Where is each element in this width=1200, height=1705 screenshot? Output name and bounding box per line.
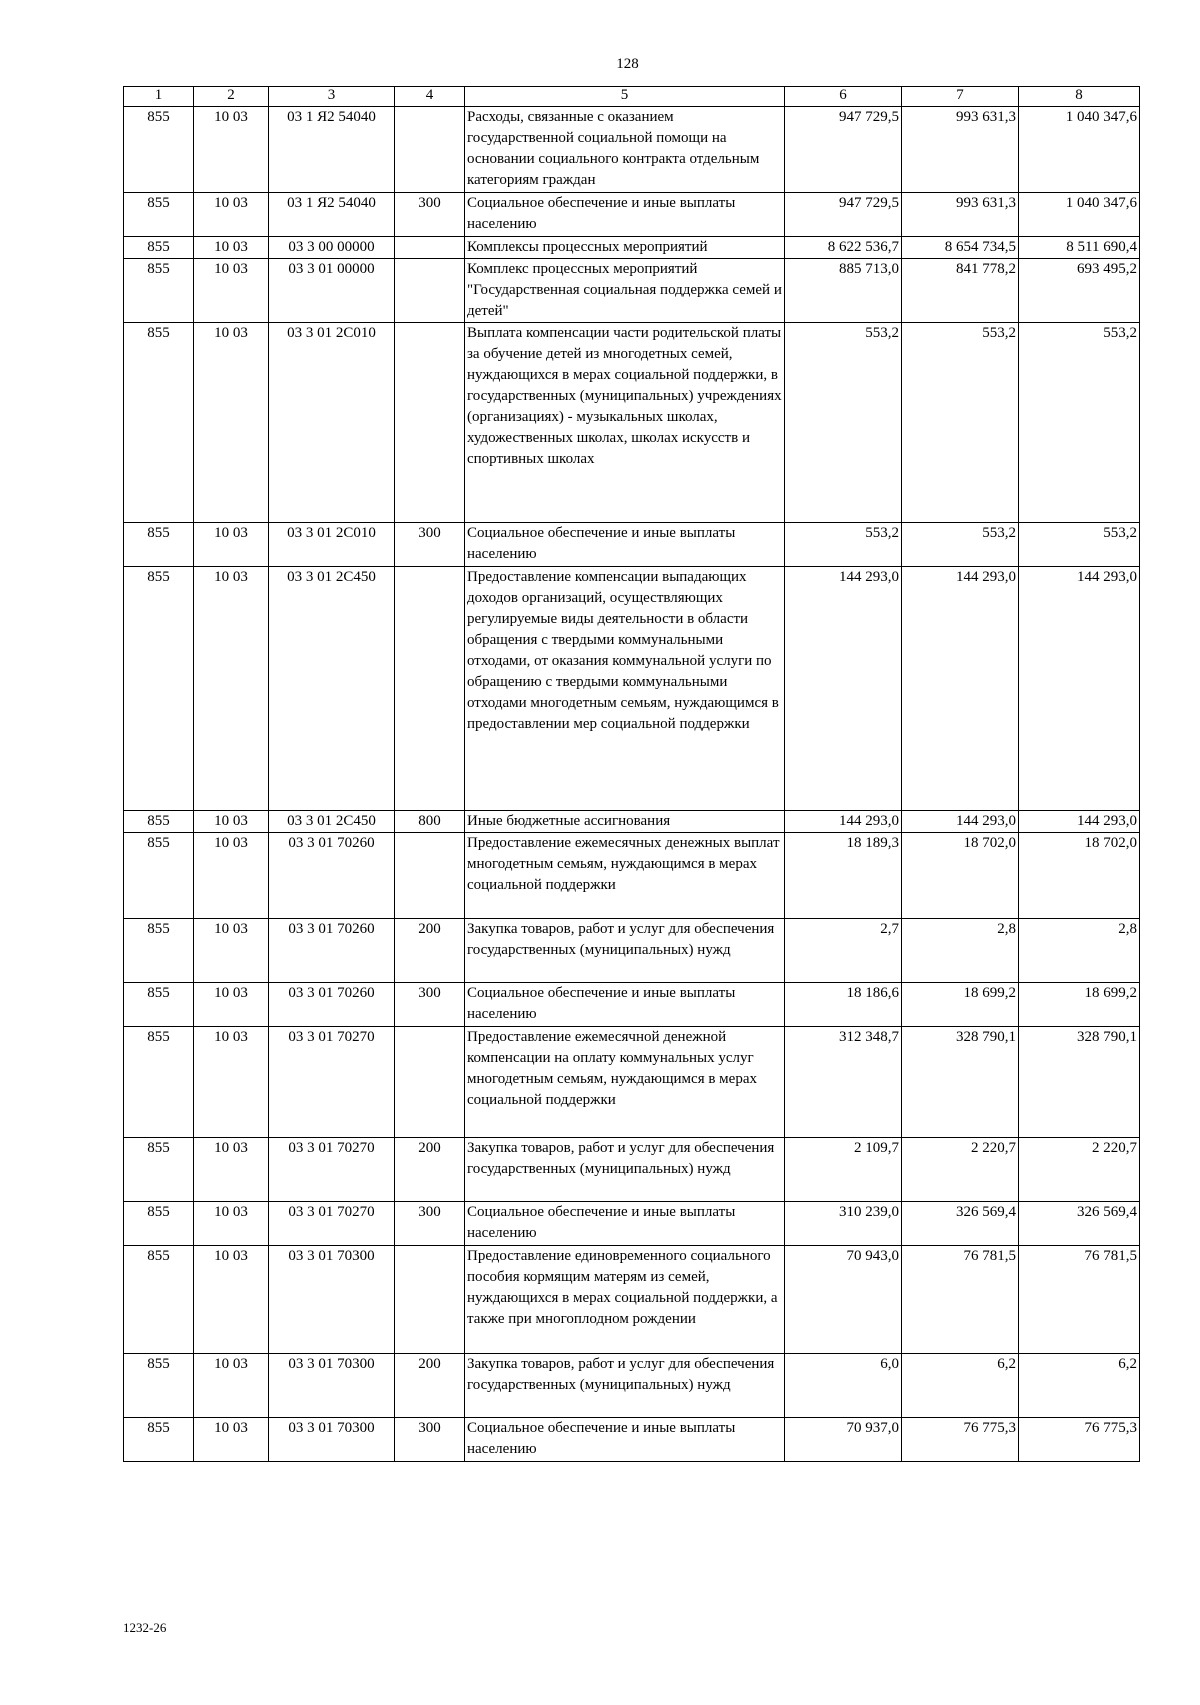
column-header: 7 — [902, 87, 1019, 107]
section-code-cell: 10 03 — [194, 1138, 269, 1202]
column-header: 2 — [194, 87, 269, 107]
amount-year3-cell: 144 293,0 — [1019, 811, 1140, 833]
amount-year1-cell: 2,7 — [785, 919, 902, 983]
column-header: 6 — [785, 87, 902, 107]
item-name-cell: Предоставление ежемесячных денежных выплат многодетным семьям, нуждающимся в мерах социальной поддержки — [465, 833, 785, 919]
ministry-code-cell: 855 — [124, 1202, 194, 1246]
amount-year1-cell: 310 239,0 — [785, 1202, 902, 1246]
target-article-cell: 03 3 01 70300 — [269, 1246, 395, 1354]
ministry-code-cell: 855 — [124, 983, 194, 1027]
table-row — [124, 523, 1140, 567]
column-header: 1 — [124, 87, 194, 107]
ministry-code-cell: 855 — [124, 811, 194, 833]
section-code-cell: 10 03 — [194, 323, 269, 523]
item-name-cell: Закупка товаров, работ и услуг для обеспечения государственных (муниципальных) нужд — [465, 1138, 785, 1202]
column-header: 4 — [395, 87, 465, 107]
expense-type-cell: 200 — [395, 1138, 465, 1202]
amount-year3-cell: 18 699,2 — [1019, 983, 1140, 1027]
budget-table — [123, 86, 1140, 1462]
ministry-code-cell: 855 — [124, 323, 194, 523]
item-name-cell: Расходы, связанные с оказанием государственной социальной помощи на основании социального контракта отдельным категориям граждан — [465, 107, 785, 193]
section-code-cell: 10 03 — [194, 1418, 269, 1462]
amount-year3-cell: 2 220,7 — [1019, 1138, 1140, 1202]
amount-year1-cell: 18 186,6 — [785, 983, 902, 1027]
amount-year2-cell: 328 790,1 — [902, 1027, 1019, 1138]
section-code-cell: 10 03 — [194, 193, 269, 237]
amount-year1-cell: 312 348,7 — [785, 1027, 902, 1138]
amount-year2-cell: 76 775,3 — [902, 1418, 1019, 1462]
amount-year1-cell: 18 189,3 — [785, 833, 902, 919]
table-row — [124, 983, 1140, 1027]
section-code-cell: 10 03 — [194, 523, 269, 567]
table-row — [124, 237, 1140, 259]
amount-year1-cell: 947 729,5 — [785, 107, 902, 193]
section-code-cell: 10 03 — [194, 1202, 269, 1246]
table-row — [124, 811, 1140, 833]
item-name-cell: Социальное обеспечение и иные выплаты населению — [465, 193, 785, 237]
table-row — [124, 567, 1140, 811]
amount-year2-cell: 553,2 — [902, 323, 1019, 523]
table-row — [124, 1354, 1140, 1418]
amount-year3-cell: 1 040 347,6 — [1019, 107, 1140, 193]
expense-type-cell — [395, 237, 465, 259]
item-name-cell: Социальное обеспечение и иные выплаты населению — [465, 983, 785, 1027]
amount-year3-cell: 18 702,0 — [1019, 833, 1140, 919]
table-row — [124, 1418, 1140, 1462]
section-code-cell: 10 03 — [194, 1246, 269, 1354]
table-row — [124, 193, 1140, 237]
table-row — [124, 323, 1140, 523]
expense-type-cell — [395, 323, 465, 523]
amount-year2-cell: 841 778,2 — [902, 259, 1019, 323]
column-header: 8 — [1019, 87, 1140, 107]
item-name-cell: Предоставление ежемесячной денежной компенсации на оплату коммунальных услуг многодетным семьям, нуждающимся в мерах социальной поддержки — [465, 1027, 785, 1138]
amount-year3-cell: 2,8 — [1019, 919, 1140, 983]
section-code-cell: 10 03 — [194, 811, 269, 833]
target-article-cell: 03 3 01 70270 — [269, 1027, 395, 1138]
amount-year1-cell: 144 293,0 — [785, 567, 902, 811]
amount-year3-cell: 6,2 — [1019, 1354, 1140, 1418]
item-name-cell: Предоставление компенсации выпадающих доходов организаций, осуществляющих регулируемые виды деятельности в области обращения с твердыми коммунальными отходами, от оказания коммунальной услуги по обращению с твердыми коммунальными отходами многодетным семьям, нуждающимся в предоставлении мер социальной поддержки — [465, 567, 785, 811]
amount-year3-cell: 76 781,5 — [1019, 1246, 1140, 1354]
ministry-code-cell: 855 — [124, 259, 194, 323]
amount-year3-cell: 144 293,0 — [1019, 567, 1140, 811]
amount-year1-cell: 6,0 — [785, 1354, 902, 1418]
section-code-cell: 10 03 — [194, 919, 269, 983]
item-name-cell: Закупка товаров, работ и услуг для обеспечения государственных (муниципальных) нужд — [465, 919, 785, 983]
column-number-row — [124, 87, 1140, 107]
target-article-cell: 03 1 Я2 54040 — [269, 107, 395, 193]
expense-type-cell: 300 — [395, 1202, 465, 1246]
amount-year2-cell: 2,8 — [902, 919, 1019, 983]
target-article-cell: 03 3 01 2С450 — [269, 567, 395, 811]
section-code-cell: 10 03 — [194, 1354, 269, 1418]
amount-year1-cell: 553,2 — [785, 523, 902, 567]
amount-year2-cell: 993 631,3 — [902, 193, 1019, 237]
amount-year3-cell: 553,2 — [1019, 523, 1140, 567]
table-row — [124, 833, 1140, 919]
amount-year1-cell: 885 713,0 — [785, 259, 902, 323]
item-name-cell: Социальное обеспечение и иные выплаты населению — [465, 523, 785, 567]
expense-type-cell: 300 — [395, 1418, 465, 1462]
expense-type-cell: 300 — [395, 523, 465, 567]
ministry-code-cell: 855 — [124, 1418, 194, 1462]
item-name-cell: Социальное обеспечение и иные выплаты населению — [465, 1418, 785, 1462]
target-article-cell: 03 3 01 2С010 — [269, 523, 395, 567]
amount-year1-cell: 144 293,0 — [785, 811, 902, 833]
amount-year2-cell: 18 702,0 — [902, 833, 1019, 919]
ministry-code-cell: 855 — [124, 1246, 194, 1354]
item-name-cell: Комплексы процессных мероприятий — [465, 237, 785, 259]
expense-type-cell — [395, 259, 465, 323]
amount-year1-cell: 947 729,5 — [785, 193, 902, 237]
table-row — [124, 259, 1140, 323]
ministry-code-cell: 855 — [124, 1138, 194, 1202]
item-name-cell: Комплекс процессных мероприятий "Государственная социальная поддержка семей и детей" — [465, 259, 785, 323]
expense-type-cell: 800 — [395, 811, 465, 833]
column-header: 5 — [465, 87, 785, 107]
target-article-cell: 03 3 00 00000 — [269, 237, 395, 259]
item-name-cell: Иные бюджетные ассигнования — [465, 811, 785, 833]
target-article-cell: 03 3 01 00000 — [269, 259, 395, 323]
section-code-cell: 10 03 — [194, 107, 269, 193]
amount-year3-cell: 76 775,3 — [1019, 1418, 1140, 1462]
amount-year1-cell: 553,2 — [785, 323, 902, 523]
table-row — [124, 107, 1140, 193]
amount-year3-cell: 8 511 690,4 — [1019, 237, 1140, 259]
amount-year3-cell: 553,2 — [1019, 323, 1140, 523]
ministry-code-cell: 855 — [124, 567, 194, 811]
ministry-code-cell: 855 — [124, 523, 194, 567]
amount-year2-cell: 76 781,5 — [902, 1246, 1019, 1354]
target-article-cell: 03 1 Я2 54040 — [269, 193, 395, 237]
item-name-cell: Выплата компенсации части родительской платы за обучение детей из многодетных семей, нуждающихся в мерах социальной поддержки, в государственных (муниципальных) учреждениях (организациях) - музыкальных школах, художественных школах, школах искусств и спортивных школах — [465, 323, 785, 523]
expense-type-cell — [395, 107, 465, 193]
section-code-cell: 10 03 — [194, 237, 269, 259]
ministry-code-cell: 855 — [124, 1354, 194, 1418]
target-article-cell: 03 3 01 70300 — [269, 1418, 395, 1462]
target-article-cell: 03 3 01 70270 — [269, 1138, 395, 1202]
item-name-cell: Социальное обеспечение и иные выплаты населению — [465, 1202, 785, 1246]
section-code-cell: 10 03 — [194, 833, 269, 919]
amount-year3-cell: 693 495,2 — [1019, 259, 1140, 323]
amount-year2-cell: 2 220,7 — [902, 1138, 1019, 1202]
amount-year2-cell: 144 293,0 — [902, 567, 1019, 811]
ministry-code-cell: 855 — [124, 237, 194, 259]
document-code: 1232-26 — [123, 1620, 167, 1635]
target-article-cell: 03 3 01 70260 — [269, 919, 395, 983]
table-row — [124, 1246, 1140, 1354]
target-article-cell: 03 3 01 70260 — [269, 983, 395, 1027]
target-article-cell: 03 3 01 70300 — [269, 1354, 395, 1418]
amount-year1-cell: 70 943,0 — [785, 1246, 902, 1354]
ministry-code-cell: 855 — [124, 107, 194, 193]
amount-year3-cell: 326 569,4 — [1019, 1202, 1140, 1246]
expense-type-cell — [395, 567, 465, 811]
amount-year3-cell: 328 790,1 — [1019, 1027, 1140, 1138]
ministry-code-cell: 855 — [124, 833, 194, 919]
item-name-cell: Закупка товаров, работ и услуг для обеспечения государственных (муниципальных) нужд — [465, 1354, 785, 1418]
column-header: 3 — [269, 87, 395, 107]
expense-type-cell: 200 — [395, 919, 465, 983]
expense-type-cell — [395, 833, 465, 919]
ministry-code-cell: 855 — [124, 919, 194, 983]
section-code-cell: 10 03 — [194, 983, 269, 1027]
ministry-code-cell: 855 — [124, 193, 194, 237]
expense-type-cell: 200 — [395, 1354, 465, 1418]
target-article-cell: 03 3 01 2С450 — [269, 811, 395, 833]
amount-year1-cell: 8 622 536,7 — [785, 237, 902, 259]
target-article-cell: 03 3 01 2С010 — [269, 323, 395, 523]
expense-type-cell: 300 — [395, 193, 465, 237]
page-number: 128 — [616, 56, 639, 72]
amount-year3-cell: 1 040 347,6 — [1019, 193, 1140, 237]
section-code-cell: 10 03 — [194, 259, 269, 323]
amount-year2-cell: 6,2 — [902, 1354, 1019, 1418]
amount-year1-cell: 2 109,7 — [785, 1138, 902, 1202]
target-article-cell: 03 3 01 70270 — [269, 1202, 395, 1246]
amount-year2-cell: 144 293,0 — [902, 811, 1019, 833]
amount-year2-cell: 18 699,2 — [902, 983, 1019, 1027]
expense-type-cell — [395, 1027, 465, 1138]
table-row — [124, 919, 1140, 983]
amount-year1-cell: 70 937,0 — [785, 1418, 902, 1462]
amount-year2-cell: 993 631,3 — [902, 107, 1019, 193]
table-row — [124, 1027, 1140, 1138]
section-code-cell: 10 03 — [194, 1027, 269, 1138]
section-code-cell: 10 03 — [194, 567, 269, 811]
amount-year2-cell: 326 569,4 — [902, 1202, 1019, 1246]
table-body — [124, 107, 1140, 1462]
target-article-cell: 03 3 01 70260 — [269, 833, 395, 919]
table-row — [124, 1138, 1140, 1202]
table-row — [124, 1202, 1140, 1246]
amount-year2-cell: 553,2 — [902, 523, 1019, 567]
item-name-cell: Предоставление единовременного социального пособия кормящим матерям из семей, нуждающихся в мерах социальной поддержки, а также при многоплодном рождении — [465, 1246, 785, 1354]
amount-year2-cell: 8 654 734,5 — [902, 237, 1019, 259]
expense-type-cell — [395, 1246, 465, 1354]
expense-type-cell: 300 — [395, 983, 465, 1027]
ministry-code-cell: 855 — [124, 1027, 194, 1138]
